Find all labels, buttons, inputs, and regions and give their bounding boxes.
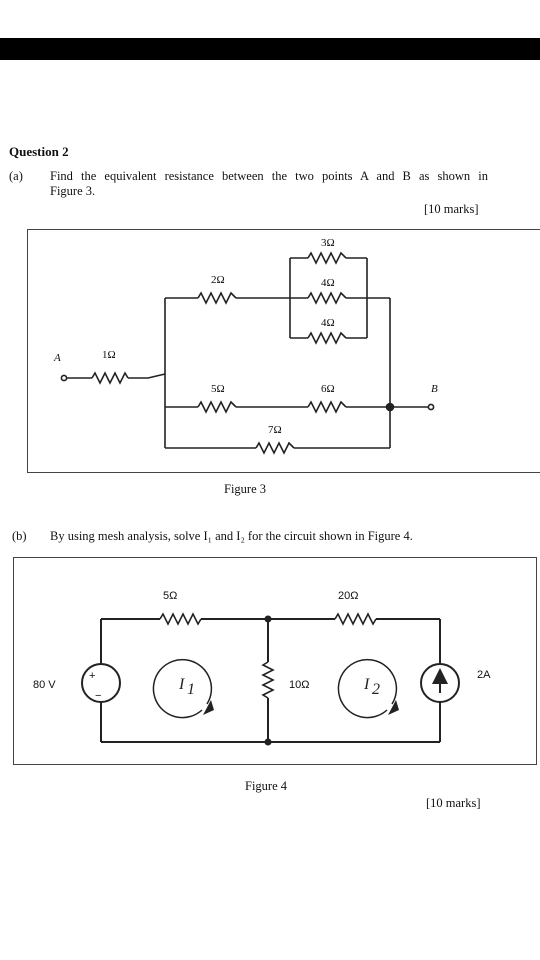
- figure3-labels: [53, 237, 438, 436]
- source-minus-sign: −: [95, 690, 102, 702]
- figure4-caption: Figure 4: [245, 779, 288, 793]
- node-top: [265, 616, 272, 623]
- part-b-text: By using mesh analysis, solve I₁ and I₂ for the circuit shown in Figure 4.: [50, 529, 413, 543]
- resistor-20ohm: [335, 614, 376, 624]
- part-b-label: (b): [12, 529, 27, 543]
- resistor-5ohm: [198, 402, 236, 412]
- resistor-10ohm: [263, 662, 273, 698]
- label-3ohm: 3Ω: [321, 237, 335, 249]
- label-i1-sub: 1: [187, 681, 195, 698]
- part-a-marks: [10 marks]: [424, 202, 479, 216]
- label-1ohm: 1Ω: [102, 349, 116, 361]
- figure3-circuit: [61, 253, 433, 453]
- label-7ohm: 7Ω: [268, 424, 282, 436]
- question-title: Question 2: [9, 144, 69, 159]
- label-i1: I: [179, 676, 185, 693]
- figure3-caption: Figure 3: [224, 482, 267, 496]
- terminal-b: [428, 404, 433, 409]
- terminal-a: [61, 375, 66, 380]
- label-6ohm: 6Ω: [321, 383, 335, 395]
- label-5ohm-fig4: 5Ω: [163, 590, 178, 602]
- label-20ohm: 20Ω: [338, 590, 359, 602]
- source-plus-sign: +: [89, 670, 96, 682]
- label-5ohm: 5Ω: [211, 383, 225, 395]
- part-a-text-line2: Figure 3.: [50, 184, 96, 198]
- label-4ohm-b: 4Ω: [321, 317, 335, 329]
- part-b-marks: [10 marks]: [426, 796, 481, 810]
- label-2a: 2A: [477, 669, 491, 681]
- label-2ohm: 2Ω: [211, 274, 225, 286]
- label-node-b: B: [431, 383, 438, 395]
- part-a-label: (a): [9, 169, 23, 183]
- label-i2-sub: 2: [372, 681, 380, 698]
- label-4ohm-a: 4Ω: [321, 277, 335, 289]
- node-bottom: [265, 739, 272, 746]
- label-10ohm: 10Ω: [289, 679, 310, 691]
- resistor-1ohm: [92, 373, 128, 383]
- label-i2: I: [364, 676, 370, 693]
- resistor-3ohm: [308, 253, 346, 263]
- resistor-4ohm-a: [308, 293, 346, 303]
- resistor-2ohm: [198, 293, 236, 303]
- resistor-5ohm-fig4: [160, 614, 201, 624]
- label-node-a: A: [54, 352, 61, 364]
- figure4-circuit: [82, 614, 459, 742]
- resistor-6ohm: [308, 402, 346, 412]
- resistor-7ohm: [256, 443, 294, 453]
- part-a-text-line1: Find the equivalent resistance between the two points A and B as shown in: [50, 169, 488, 183]
- resistor-4ohm-b: [308, 333, 346, 343]
- label-80v: 80 V: [33, 679, 56, 691]
